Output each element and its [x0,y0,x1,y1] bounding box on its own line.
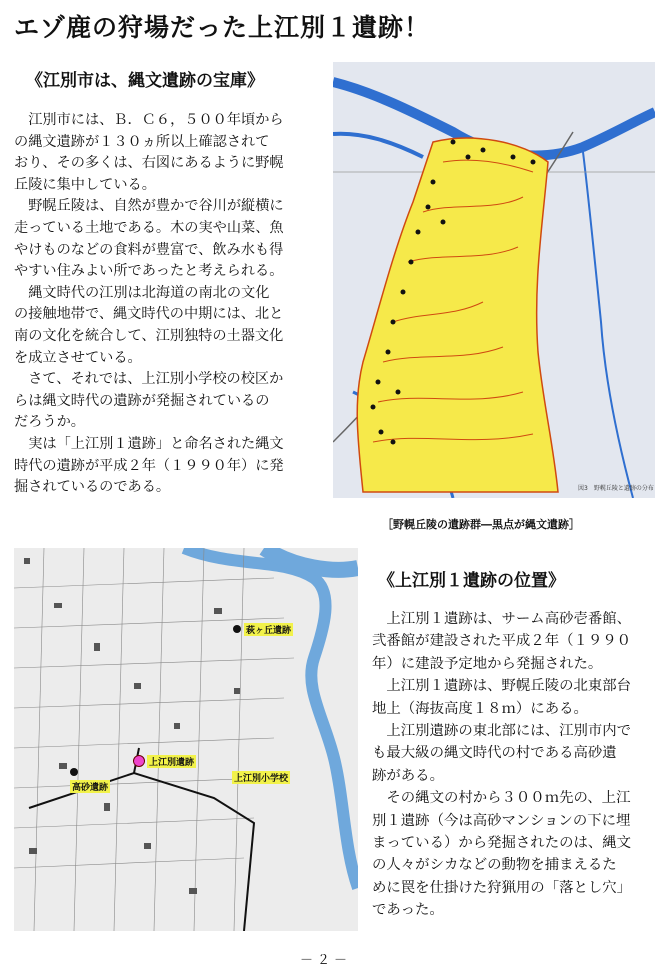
body-line: 丘陵に集中している。 [14,176,156,193]
body-line: さて、それでは、上江別小学校の校区か [14,371,284,388]
body-line: だろうか。 [14,414,85,431]
body-line: 掘されているのである。 [14,479,171,496]
section2-heading: 《上江別１遺跡の位置》 [378,571,565,591]
body-line: やすい住みよい所であったと考えられる。 [14,263,284,280]
body-line: おり、その多くは、右図にあるように野幌 [14,155,284,172]
page-number: －２－ [300,953,352,968]
body-line: の縄文遺跡が１３０ヵ所以上確認されて [14,133,270,150]
body-line: 時代の遺跡が平成２年（１９９０年）に発 [14,457,284,474]
body-line: を成立させている。 [14,349,142,366]
school-label: 上江別小学校 [232,771,290,784]
body-line: やけものなどの食料が豊富で、飲み水も得 [14,241,284,258]
body-line: であった。 [372,902,444,919]
takasago-site-label: 高砂遺跡 [70,780,110,793]
section1-heading: 《江別市は、縄文遺跡の宝庫》 [26,71,264,91]
body-line: 年）に建設予定地から発掘された。 [372,655,603,672]
section2-body [372,608,631,922]
hills-site-map [333,62,655,498]
page-title: エゾ鹿の狩場だった上江別１遺跡！ [14,13,431,42]
body-line: 江別市には、Ｂ．Ｃ６，５００年頃から [14,112,284,128]
body-line: その縄文の村から３００ｍ先の、上江 [372,790,631,807]
body-line: まっている）から発掘されたのは、縄文 [372,835,632,852]
body-line: の人々がシカなどの動物を捕まえるた [372,857,617,874]
body-line: 上江別１遺跡は、サーム高砂壱番館、 [372,611,632,627]
kamiebetsu-site-marker [133,755,145,767]
body-line: 弐番館が建設された平成２年（１９９０ [372,633,632,650]
body-line: 別１遺跡（今は高砂マンションの下に埋 [372,812,631,829]
body-line: らは縄文時代の遺跡が発掘されているの [14,392,270,409]
body-line: 野幌丘陵は、自然が豊かで谷川が縦横に [14,198,284,215]
takasago-site-marker [70,768,78,776]
site-location-map [14,548,358,931]
body-line: 上江別遺跡の東北部には、江別市内で [372,723,632,740]
hagigaoka-site-label: 萩ヶ丘遺跡 [244,623,293,636]
body-line: めに罠を仕掛けた狩猟用の「落とし穴」 [372,879,632,896]
body-line: 走っている土地である。木の実や山菜、魚 [14,219,284,236]
body-line: 地上（海抜高度１８ｍ）にある。 [372,700,588,717]
body-line: 実は「上江別１遺跡」と命名された縄文 [14,435,284,452]
kamiebetsu-site-label: 上江別遺跡 [147,755,196,768]
body-line: 上江別１遺跡は、野幌丘陵の北東部台 [372,678,632,695]
hills-figure-label: 図3 野幌丘陵と遺跡の分布 [578,485,654,492]
body-line: 縄文時代の江別は北海道の南北の文化 [14,284,270,301]
hills-map-caption: ［野幌丘陵の遺跡群―黒点が縄文遺跡］ [382,518,580,531]
body-line: 跡がある。 [372,767,444,784]
hagigaoka-site-marker [233,625,241,633]
body-line: 南の文化を統合して、江別独特の土器文化 [14,327,284,344]
section1-body [14,110,284,499]
body-line: も最大級の縄文時代の村である高砂遺 [372,745,617,762]
body-line: の接触地帯で、縄文時代の中期には、北と [14,306,284,323]
